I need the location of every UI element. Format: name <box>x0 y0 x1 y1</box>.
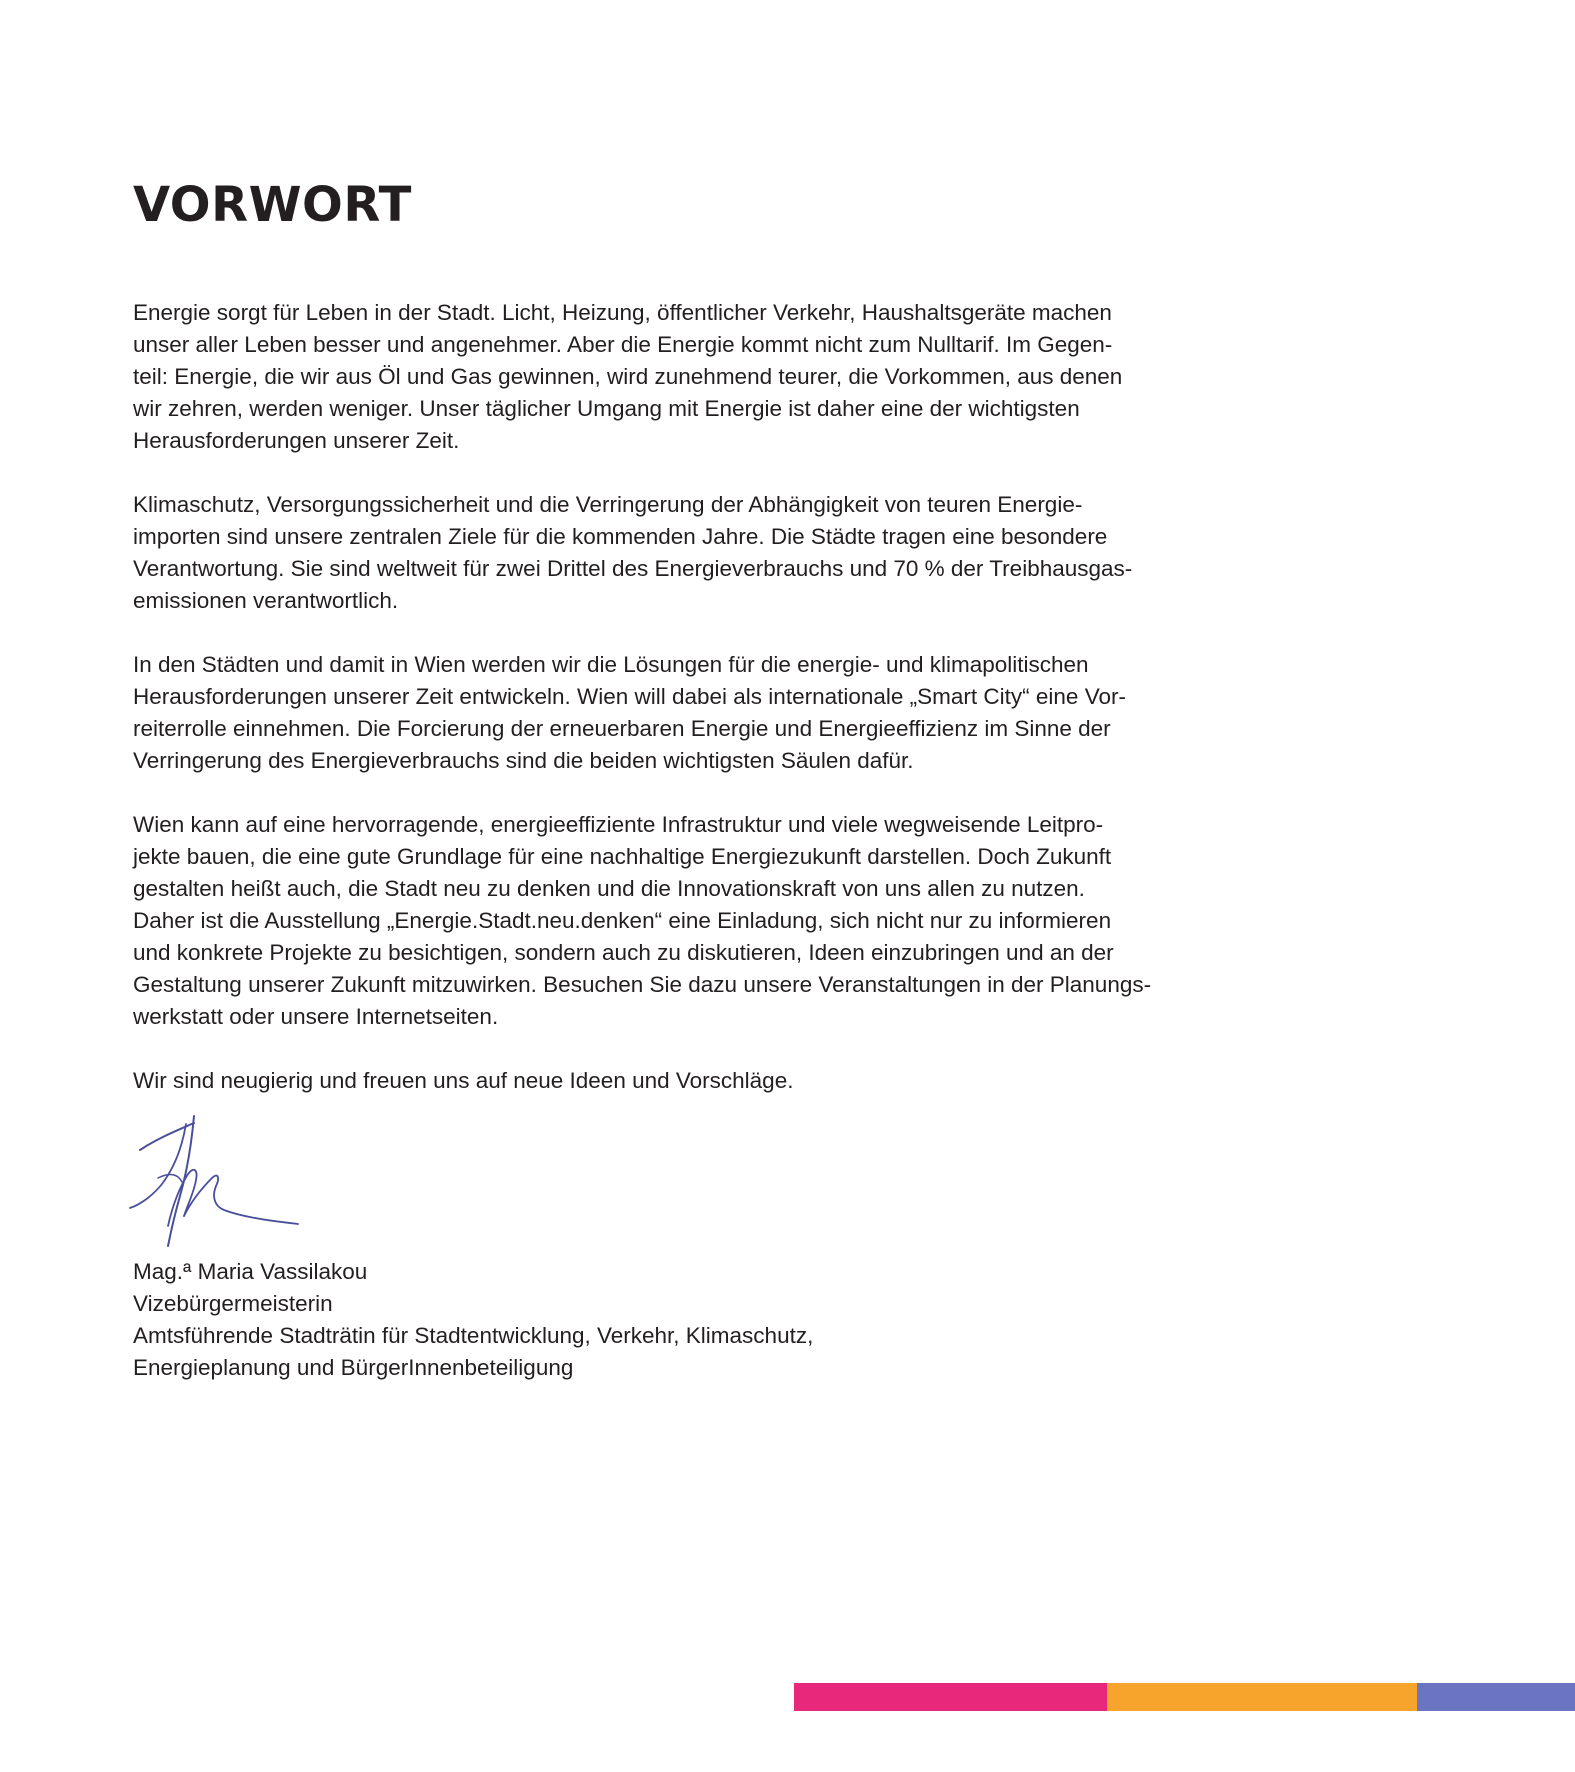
author-position-line-1: Amtsführende Stadträtin für Stadtentwicklung, Verkehr, Klimaschutz, <box>133 1323 814 1348</box>
paragraph-5: Wir sind neugierig und freuen uns auf neue Ideen und Vorschläge. <box>133 1068 794 1093</box>
color-bar-purple <box>1417 1683 1575 1711</box>
color-bar-orange <box>1107 1683 1417 1711</box>
paragraph-1: Energie sorgt für Leben in der Stadt. Licht, Heizung, öffentlicher Verkehr, Haushaltsgeräte machen unser aller Leben besser und angenehmer. Aber die Energie kommt nicht zum Nulltarif. Im Gegen- teil: Energie, die wir aus Öl und Gas gewinnen, wird zunehmend teurer, die Vorkommen, aus denen wir zehren, werden weniger. Unser täglicher Umgang mit Energie ist daher eine der wichtigsten Herausforderungen unserer Zeit. <box>133 300 1123 453</box>
handwritten-signature <box>128 1108 318 1258</box>
footer-color-bar <box>794 1683 1575 1711</box>
author-role: Vizebürgermeisterin <box>133 1291 333 1316</box>
body-text <box>133 297 1263 1097</box>
paragraph-2: Klimaschutz, Versorgungssicherheit und die Verringerung der Abhängigkeit von teuren Energie- importen sind unsere zentralen Ziele für die kommenden Jahre. Die Städte tragen eine besondere Verantwortung. Sie sind weltweit für zwei Drittel des Energieverbrauchs und 70 % der Treibhausgas- emissionen verantwortlich. <box>133 492 1133 613</box>
paragraph-3: In den Städten und damit in Wien werden wir die Lösungen für die energie- und klimapolitischen Herausforderungen unserer Zeit entwickeln. Wien will dabei als internationale „Smart City“ eine Vor- reiterrolle einnehmen. Die Forcierung der erneuerbaren Energie und Energieeffizienz im Sinne der Verringerung des Energieverbrauchs sind die beiden wichtigsten Säulen dafür. <box>133 652 1126 773</box>
author-name: Mag.ª Maria Vassilakou <box>133 1259 368 1284</box>
author-block <box>133 1256 813 1384</box>
signature-image <box>128 1108 318 1258</box>
page-title: VORWORT <box>133 177 412 233</box>
author-position-line-2: Energieplanung und BürgerInnenbeteiligung <box>133 1355 574 1380</box>
paragraph-4: Wien kann auf eine hervorragende, energieeffiziente Infrastruktur und viele wegweisende Leitpro- jekte bauen, die eine gute Grundlage für eine nachhaltige Energiezukunft darstellen. Doch Zukunft gestalten heißt auch, die Stadt neu zu denken und die Innovationskraft von uns allen zu nutzen. Daher ist die Ausstellung „Energie.Stadt.neu.denken“ eine Einladung, sich nicht nur zu informieren und konkrete Projekte zu besichtigen, sondern auch zu diskutieren, Ideen einzubringen und an der Gestaltung unserer Zukunft mitzuwirken. Besuchen Sie dazu unsere Veranstaltungen in der Planungs- werkstatt oder unsere Internetseiten. <box>133 812 1152 1029</box>
color-bar-pink <box>794 1683 1107 1711</box>
